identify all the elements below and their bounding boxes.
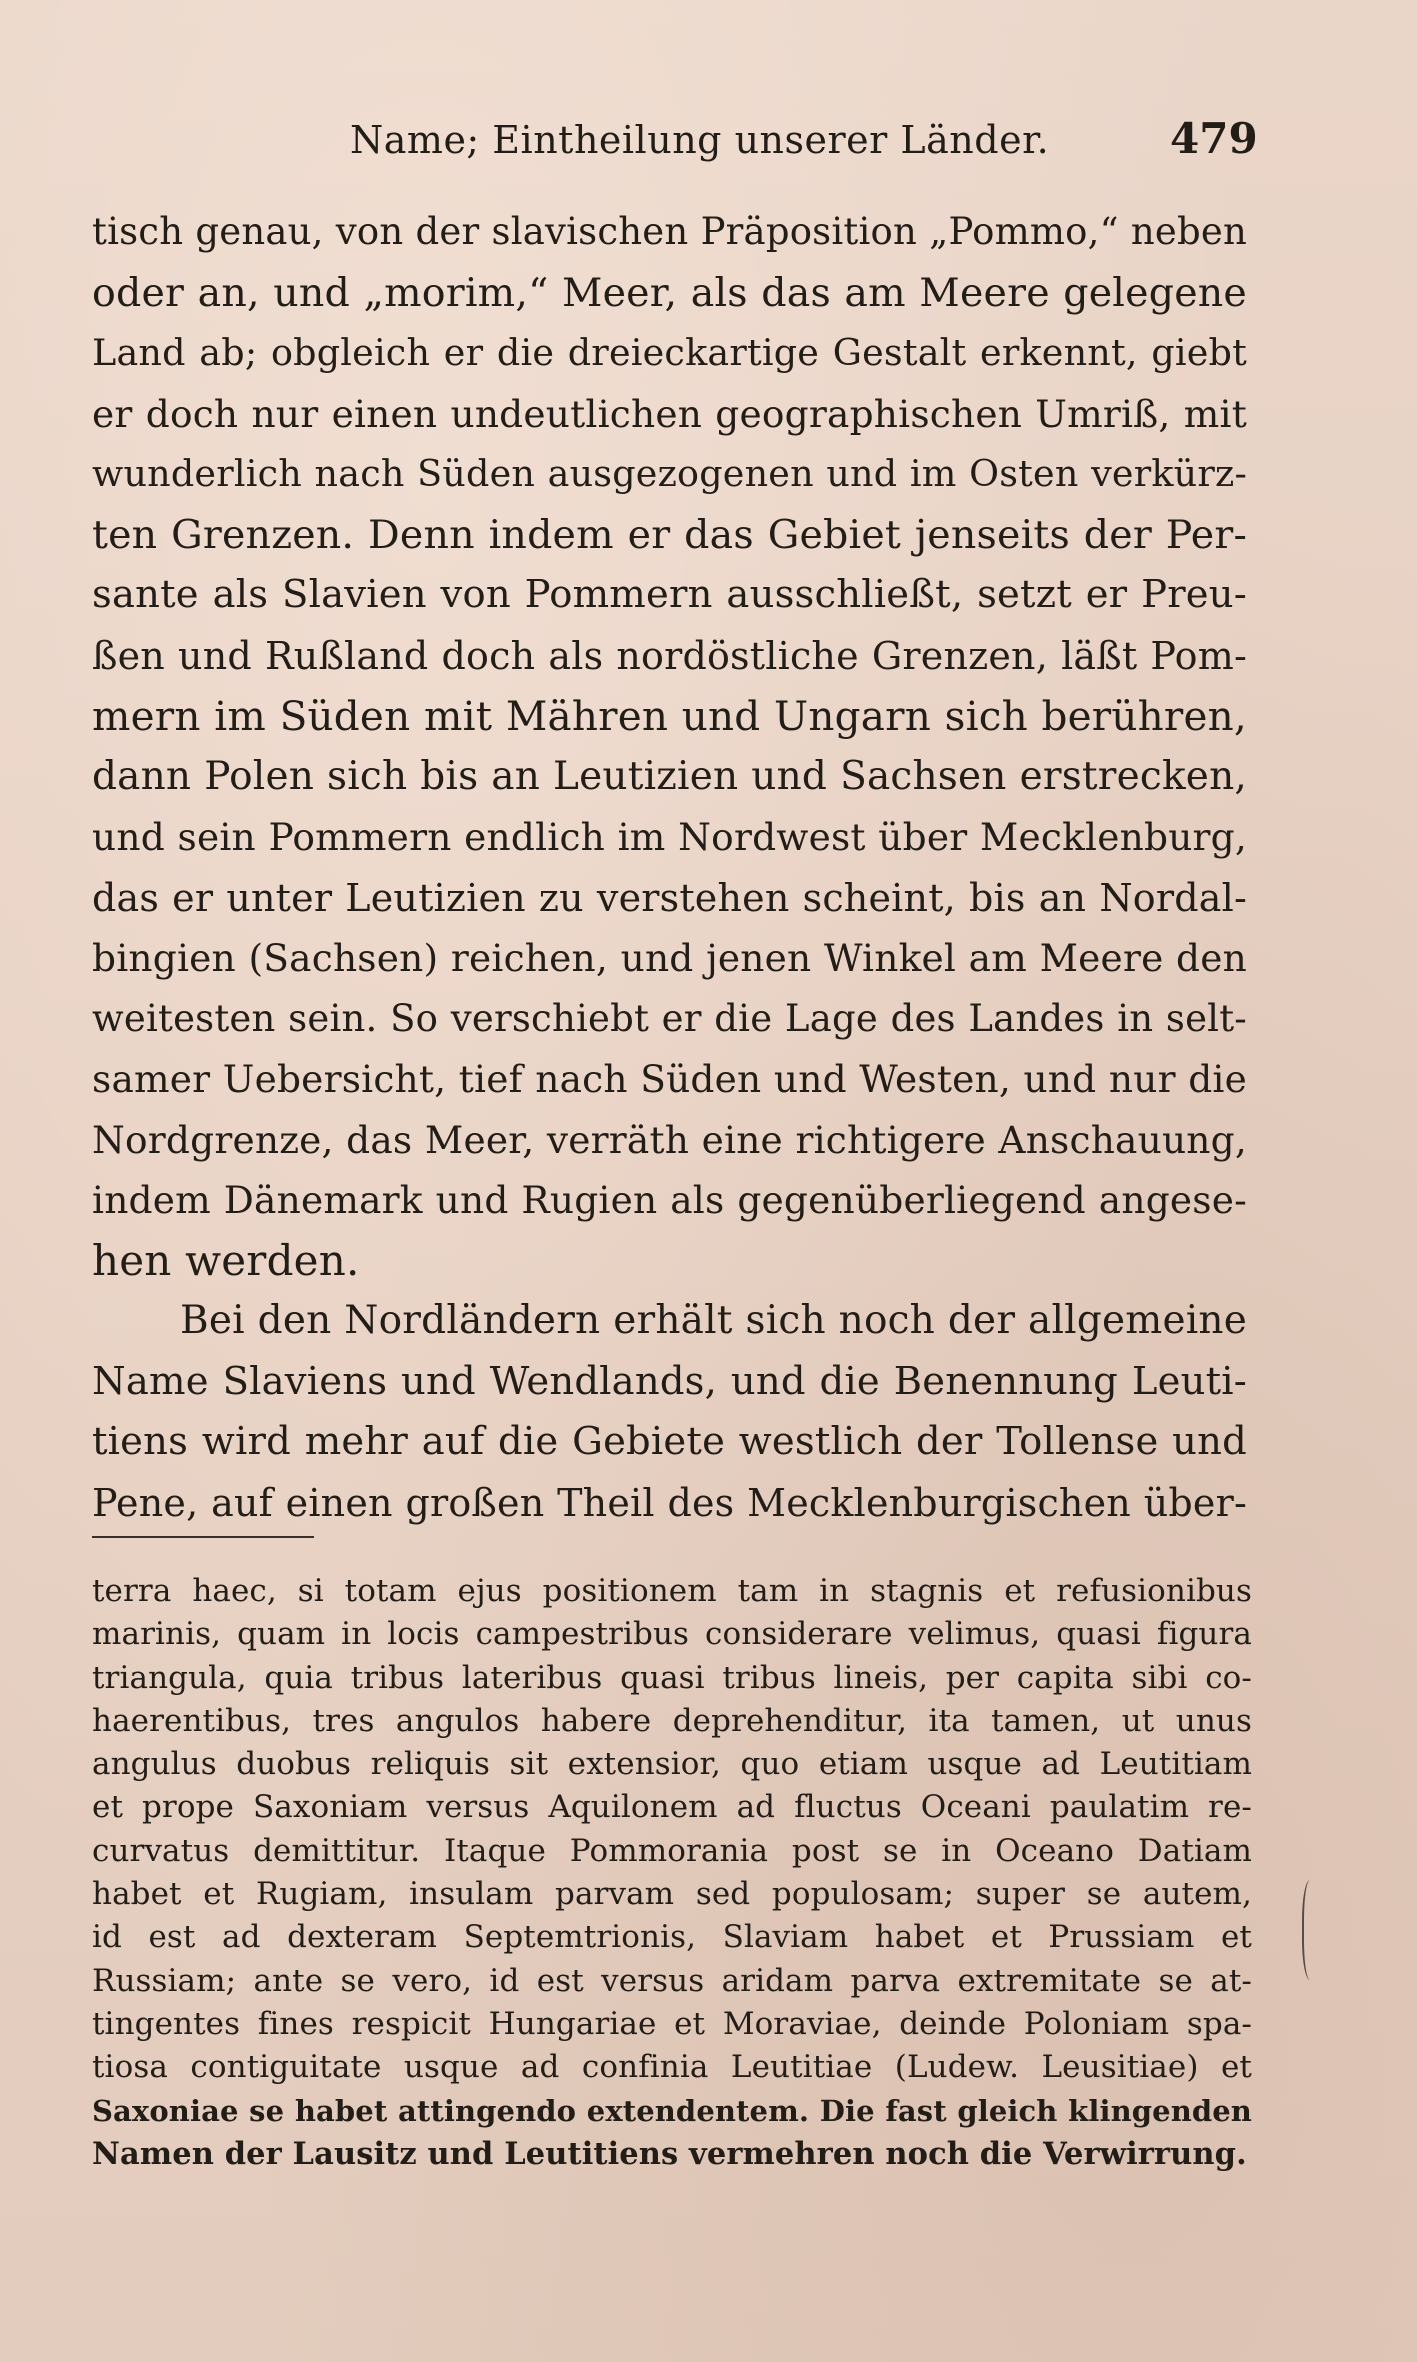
text-line: ßen und Rußland doch als nordöstliche Grenzen, läßt Pom- [92, 633, 1247, 678]
footnote-line: curvatus demittitur. Itaque Pommorania post se in Oceano Datiam [92, 1832, 1252, 1869]
footnote-block [92, 1570, 1252, 2176]
text-line: und sein Pommern endlich im Nordwest über Mecklenburg, [92, 815, 1247, 859]
footnote-line: triangula, quia tribus lateribus quasi tribus lineis, per capita sibi co- [92, 1659, 1252, 1696]
text-line: ten Grenzen. Denn indem er das Gebiet jenseits der Per- [92, 511, 1247, 558]
footnote-rule [92, 1536, 314, 1538]
footnote-line: tiosa contiguitate usque ad confinia Leutitiae (Ludew. Leusitiae) et [92, 2049, 1252, 2086]
text-line: das er unter Leutizien zu verstehen scheint, bis an Nordal- [92, 875, 1247, 920]
text-line: wunderlich nach Süden ausgezogenen und im Osten verkürz- [92, 452, 1247, 495]
text-line: indem Dänemark und Rugien als gegenüberliegend angese- [92, 1178, 1247, 1222]
text-line: dann Polen sich bis an Leutizien und Sachsen erstrecken, [92, 753, 1247, 799]
footnote-line: haerentibus, tres angulos habere deprehenditur, ita tamen, ut unus [92, 1702, 1252, 1739]
text-line: oder an, und „morim,“ Meer, als das am Meere gelegene [92, 269, 1247, 316]
text-line: tiens wird mehr auf die Gebiete westlich der Tollense und [92, 1419, 1247, 1464]
footnote-line: angulus duobus reliquis sit extensior, quo etiam usque ad Leutitiam [92, 1746, 1252, 1783]
text-line: hen werden. [92, 1235, 360, 1285]
main-text-block [92, 202, 1247, 1533]
text-line: Name Slaviens und Wendlands, und die Benennung Leuti- [92, 1358, 1247, 1404]
footnote-line: terra haec, si totam ejus positionem tam in stagnis et refusionibus [92, 1573, 1252, 1609]
text-line: er doch nur einen undeutlichen geographischen Umriß, mit [92, 391, 1247, 436]
text-line: mern im Süden mit Mähren und Ungarn sich berühren, [92, 692, 1247, 740]
text-line: samer Uebersicht, tief nach Süden und Westen, und nur die [92, 1057, 1247, 1101]
page-number: 479 [1170, 114, 1258, 163]
text-line: tisch genau, von der slavischen Präposition „Pommo,“ neben [92, 210, 1247, 253]
footnote-line: marinis, quam in locis campestribus considerare velimus, quasi figura [92, 1616, 1252, 1653]
running-head: Name; Eintheilung unserer Länder. [350, 118, 1050, 162]
text-line: Pene, auf einen großen Theil des Mecklenburgischen über- [92, 1480, 1247, 1525]
text-line: Nordgrenze, das Meer, verräth eine richtigere Anschauung, [92, 1117, 1247, 1162]
footnote-line: et prope Saxoniam versus Aquilonem ad fluctus Oceani paulatim re- [92, 1789, 1252, 1826]
footnote-line: id est ad dexteram Septemtrionis, Slaviam habet et Prussiam et [92, 1919, 1252, 1956]
footnote-line: Namen der Lausitz und Leutitiens vermehren noch die Verwirrung. [92, 2135, 1247, 2172]
text-line: weitesten sein. So verschiebt er die Lage des Landes in selt- [92, 996, 1247, 1040]
footnote-line: tingentes fines respicit Hungariae et Moraviae, deinde Poloniam spa- [92, 2005, 1252, 2042]
footnote-line: Saxoniae se habet attingendo extendentem. Die fast gleich klingenden [92, 2093, 1252, 2128]
text-line: Bei den Nordländern erhält sich noch der allgemeine [180, 1298, 1247, 1343]
footnote-line: Russiam; ante se vero, id est versus aridam parva extremitate se at- [92, 1962, 1252, 1999]
margin-bracket-mark [1302, 1880, 1322, 1980]
text-line: sante als Slavien von Pommern ausschließt, setzt er Preu- [92, 572, 1247, 617]
text-line: Land ab; obgleich er die dreieckartige Gestalt erkennt, giebt [92, 331, 1247, 374]
text-line: bingien (Sachsen) reichen, und jenen Winkel am Meere den [92, 936, 1247, 980]
footnote-line: habet et Rugiam, insulam parvam sed populosam; super se autem, [92, 1876, 1252, 1913]
